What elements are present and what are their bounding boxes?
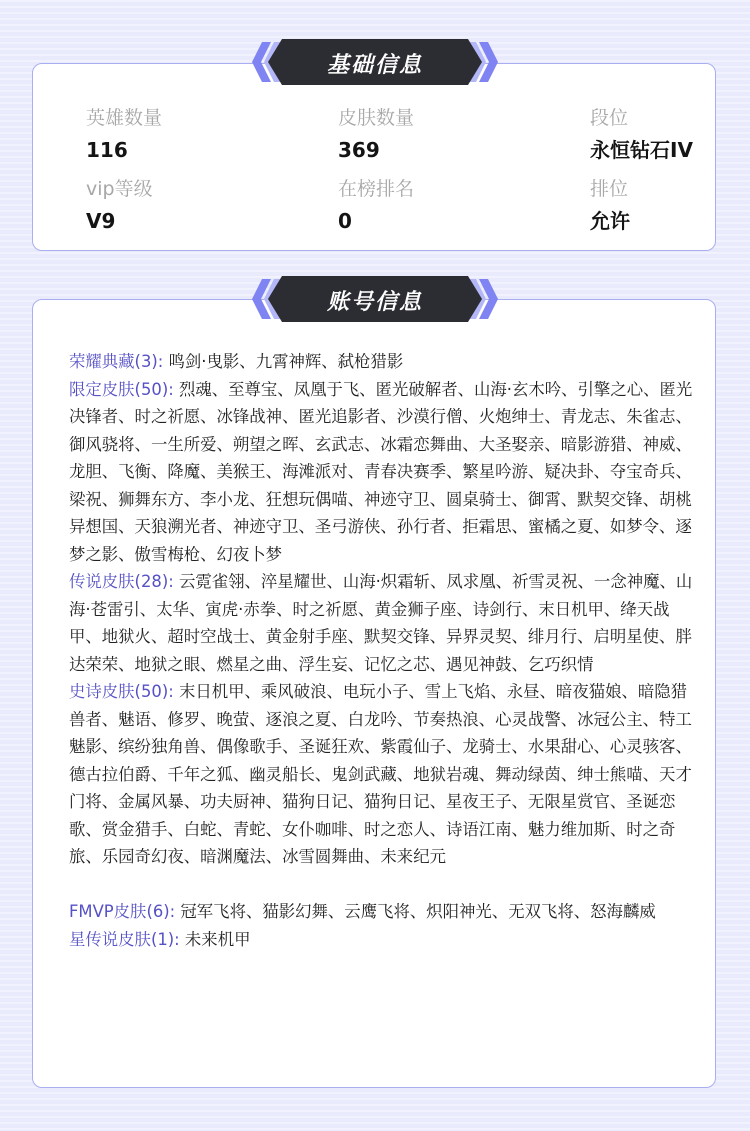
stat-label: 皮肤数量 [338, 107, 415, 129]
stat-label: 段位 [590, 107, 629, 129]
stat-value: V9 [86, 209, 116, 233]
stat-label: 在榜排名 [338, 178, 415, 200]
category-name: 传说皮肤(28): [69, 572, 174, 591]
divider-space [69, 871, 695, 899]
stat-label: 英雄数量 [86, 107, 163, 129]
category-star-legend [69, 926, 695, 954]
skin-count-stat [338, 106, 414, 163]
stat-value: 116 [86, 138, 128, 162]
category-name: FMVP皮肤(6): [69, 902, 176, 921]
section-title: 基础信息 [326, 53, 423, 78]
category-skins: 烈魂、至尊宝、凤凰于飞、匿光破解者、山海·玄木吟、引擎之心、匿光决锋者、时之祈愿、冰锋战神、匿光追影者、沙漠行僧、火炮绅士、青龙志、朱雀志、御风骁将、一生所爱、朔望之晖、玄武志、冰霜恋舞曲、大圣娶亲、暗影游猎、神威、龙胆、飞衡、降魔、美猴王、海滩派对、青春决赛季、繁星吟游、疑决卦、夺宝奇兵、梁祝、狮舞东方、李小龙、狂想玩偶喵、神迹守卫、圆桌骑士、御霄、默契交锋、胡桃异想国、天狼溯光者、神迹守卫、圣弓游侠、孙行者、拒霜思、蜜橘之夏、如梦令、逐梦之影、傲雪梅枪、幻夜卜梦 [69, 379, 693, 564]
account-info-card [32, 299, 716, 1088]
section-title: 账号信息 [326, 290, 423, 315]
category-skins: 云霓雀翎、淬星耀世、山海·炽霜斩、凤求凰、祈雪灵祝、一念神魔、山海·苍雷引、太华、寅虎·赤拳、时之祈愿、黄金狮子座、诗剑行、末日机甲、绛天战甲、地狱火、超时空战士、黄金射手座、默契交锋、异界灵契、绯月行、启明星使、胖达荣荣、地狱之眼、燃星之曲、浮生妄、记忆之芯、遇见神鼓、乞巧织情 [69, 572, 693, 674]
category-epic [69, 678, 695, 871]
stat-value: 永恒钻石IV [590, 138, 693, 162]
category-honor-collection [69, 348, 695, 376]
category-skins: 鸣剑·曳影、九霄神辉、弑枪猎影 [168, 352, 404, 371]
category-skins: 未来机甲 [184, 929, 251, 949]
category-skins: 末日机甲、乘风破浪、电玩小子、雪上飞焰、永昼、暗夜猫娘、暗隐猎兽者、魅语、修罗、晚萤、逐浪之夏、白龙吟、节奏热浪、心灵战警、冰冠公主、特工魅影、缤纷独角兽、偶像歌手、圣诞狂欢、紫霞仙子、龙骑士、水果甜心、心灵骇客、德古拉伯爵、千年之狐、幽灵船长、鬼剑武藏、地狱岩魂、舞动绿茵、绅士熊喵、天才门将、金属风暴、功夫厨神、猫狗日记、猫狗日记、星夜王子、无限星赏官、圣诞恋歌、赏金猎手、白蛇、青蛇、女仆咖啡、时之恋人、诗语江南、魅力维加斯、时之奇旅、乐园奇幻夜、暗渊魔法、冰雪圆舞曲、未来纪元 [69, 682, 692, 866]
category-name: 荣耀典藏(3): [69, 352, 164, 371]
category-legendary [69, 568, 695, 678]
stat-value: 369 [338, 138, 380, 162]
stat-label: 排位 [590, 178, 629, 200]
section-banner-account [248, 275, 502, 323]
skin-list [69, 348, 695, 953]
category-limited [69, 376, 695, 569]
stat-value: 允许 [590, 209, 630, 233]
category-name: 星传说皮肤(1): [69, 929, 180, 949]
vip-level-stat [86, 177, 153, 234]
basic-info-card [32, 63, 716, 251]
stat-label: vip等级 [86, 178, 153, 200]
section-banner-basic [248, 38, 502, 86]
stat-value: 0 [338, 209, 352, 233]
hero-count-stat [86, 106, 162, 163]
category-name: 限定皮肤(50): [69, 379, 174, 399]
category-fmvp [69, 898, 695, 926]
rank-tier-stat [590, 106, 693, 163]
leaderboard-rank-stat [338, 177, 414, 234]
category-skins: 冠军飞将、猫影幻舞、云鹰飞将、炽阳神光、无双飞将、怒海麟威 [180, 902, 656, 921]
ranked-allowed-stat [590, 177, 630, 234]
category-name: 史诗皮肤(50): [69, 682, 174, 701]
